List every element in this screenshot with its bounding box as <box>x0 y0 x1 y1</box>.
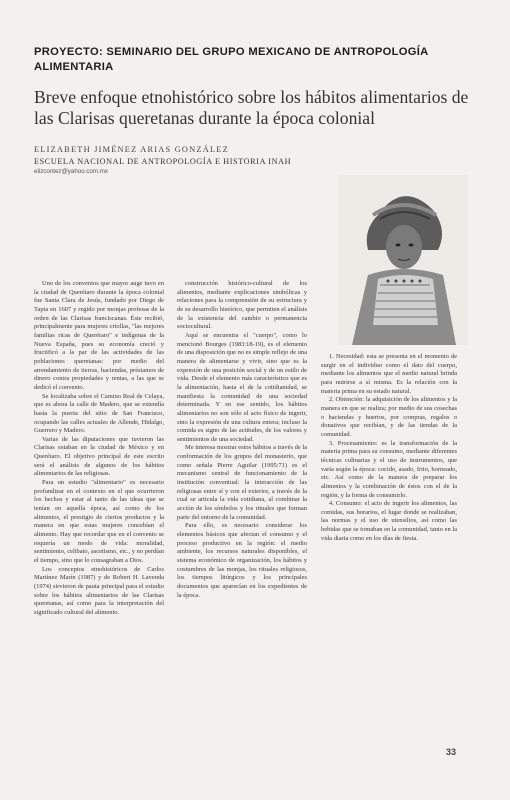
paragraph: Varias de las diputaciones que tuvieron las Clarisas estaban en la ciudad de México y en Querétaro. El objetivo principal de este escrito será el análisis de algunos de los hábitos alimentarios de las religiosas. <box>34 435 164 478</box>
text-column-3 <box>321 353 457 543</box>
paragraph: Los conceptos etnohistóricos de Carlos Martínez Marín (1987) y de Robert H. Lavenda (1974) sirvieron de pauta principal para el estudio sobre los hábitos alimentarios de las Clarisas queretanas, así como para la interpretación del significado cultural del alimento. <box>34 565 164 616</box>
page-number: 33 <box>446 747 457 757</box>
author-institution: ESCUELA NACIONAL DE ANTROPOLOGÍA E HISTORIA INAH <box>34 157 292 166</box>
paragraph: 2. Obtención: la adquisición de los alimentos y la manera en que se realiza; por medio de sus cosechas o haciendas y huertos, por compras, regalos o donativos que recibían, y de las tiendas de la comunidad. <box>321 396 457 438</box>
project-heading: PROYECTO: SEMINARIO DEL GRUPO MEXICANO DE ANTROPOLOGÍA ALIMENTARIA <box>34 46 429 73</box>
author-name: ELIZABETH JIMÉNEZ ARIAS GONZÁLEZ <box>34 145 229 154</box>
paragraph: Se localizaba sobre el Camino Real de Celaya, que es ahora la calle de Madero, que se extendía hasta la puerta del sitio de San Francisco, ocupando las calles actuales de Allende, Hidalgo, Guerrero y Madero. <box>34 392 164 435</box>
paragraph: construcción histórico-cultural de los alimentos, mediante explicaciones simbólicas y relaciones para la comprensión de su estructura y de su desarrollo histórico, que permiten el análisis de la existencia del cambio o permanencia sociocultural. <box>177 280 307 331</box>
paragraph: Uno de los conventos que mayor auge tuvo en la ciudad de Querétaro durante la época colonial fue Santa Clara de Jesús, fundado por Diego de Tapia en 1607 y regido por monjas profesas de la orden de las Clarisas franciscanas. Éste recibió, principalmente para mujeres criollas, "las mejores familias ricas de Querétaro" e indígenas de la Nueva España, pues su economía creció y fructificó a la par de las actividades de las poblaciones queretanas: por medio del arrendamiento de tierras, haciendas, préstamos de dinero contra propiedades y rentas, a las que se dedicó el convento. <box>34 280 164 391</box>
paragraph: 4. Consumo: el acto de ingerir los alimentos, las comidas, sus horarios, el lugar donde se realizaban, las normas y el uso de utensilios, así como las bebidas que se tomaban en la comunidad, tanto en la vida diaria como en los días de fiesta. <box>321 500 457 542</box>
author-email: elizcontez@yahoo.com.mx <box>34 168 109 175</box>
text-column-1 <box>34 280 164 618</box>
paragraph: Aquí se encuentra el "cuerpo", como lo mencionó Bourges (1983:18-19), es el elemento de una disposición que no es simple reflejo de una manera de alimentarse y vivir, sino que es la expresión de una posición social y de un estilo de vida. Desde el elemento más característico que es la alimentación, hasta el de la cotidianidad, se manifiesta la comunidad de una sociedad determinada. Y en ese sentido, los hábitos alimentarios no son sólo el acto físico de ingerir, sino la expresión de una cultura entera; incluso la comida es signo de las actitudes, de los valores y sentimientos de una sociedad. <box>177 331 307 443</box>
text-column-2 <box>177 280 307 600</box>
portrait-photo <box>338 175 468 345</box>
article-title: Breve enfoque etnohistórico sobre los hábitos alimentarios de las Clarisas queretanas durante la época colonial <box>34 87 469 128</box>
portrait-image <box>338 175 468 345</box>
paragraph: 3. Procesamiento: es la transformación de la materia prima para su consumo, mediante diferentes técnicas culinarias y el uso de instrumentos, que varía según la época: cocido, asado, frito, horneado, etc. Así como de la manera de preparar los alimentos y la combinación de éstos con el de la región, y la forma de consumirlo. <box>321 439 457 499</box>
paragraph: Me interesa mostrar estos hábitos a través de la conformación de los grupos del monasterio, que como señala Pierre Aguilar (1995:71) es el mecanismo central de funcionamiento de la institución conventual: la interacción de las religiosas entre sí y con el exterior, a través de la cual se articula la vida cotidiana, al combinar la acción de los símbolos y los rituales que forman parte del entorno de la comunidad. <box>177 444 307 521</box>
paragraph: 1. Necesidad: esta se presenta en el momento de surgir en el individuo como el dato del cuerpo, mediante los alimentos que el medio natural brinda para nutrirse a sí misma. Es la relación con la materia prima en su estado natural. <box>321 353 457 395</box>
paragraph: Para ello, es necesario considerar los elementos básicos que afectan el consumo y el proceso productivo en la región: el medio ambiente, los recursos naturales disponibles, el sistema económico de organización, los hábitos y costumbres de las monjas, los rituales religiosos, los tiempos litúrgicos y los principales documentos que aparecían en los expedientes de la época. <box>177 522 307 599</box>
paragraph: Para un estudio "alimentario" es necesario profundizar en el contexto en el que ocurrieron los hechos y estar al tanto de las ideas que se tenían en aquella época, así como de los alimentos, el prestigio de ciertos productos y la manera en que estas mujeres concebían el alimento. Hay que recordar que en el convento se requería un modo de vida: moralidad, sentimiento, celibato, ascetismo, etc., y no perdían el tiempo, sino que lo consagraban a Dios. <box>34 479 164 564</box>
